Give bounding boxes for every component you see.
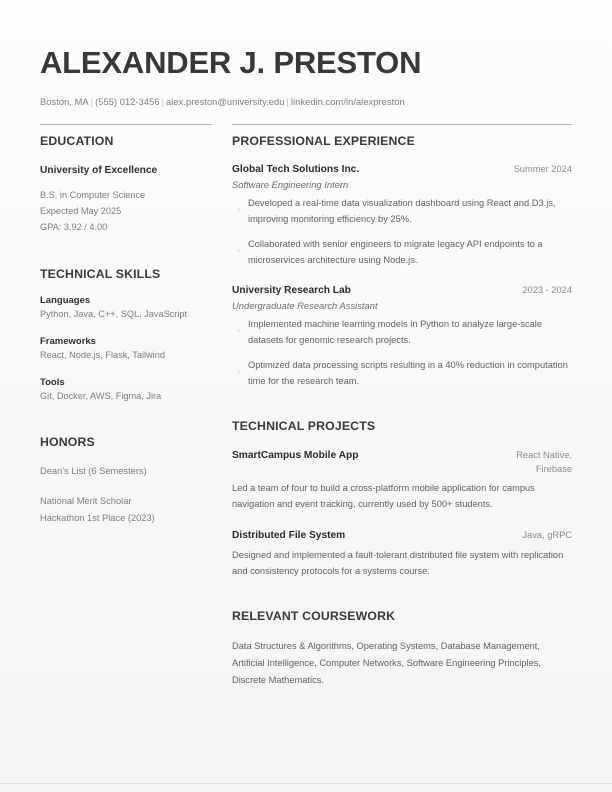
project-item — [232, 449, 572, 513]
skill-value: Git, Docker, AWS, Figma, Jira — [40, 390, 162, 401]
contact-separator: | — [161, 97, 165, 108]
experience-entry — [232, 285, 572, 390]
footer-divider — [0, 783, 612, 784]
bullet-text: Developed a real-time data visualization dashboard using React and D3.js, improving monitoring efficiency by 25%. — [248, 198, 556, 225]
section-honors — [40, 427, 212, 526]
honor-item: Hackathon 1st Place (2023) — [40, 512, 155, 523]
skill-value: React, Node.js, Flask, Tailwind — [40, 349, 165, 360]
chevron-right-icon: › — [237, 325, 240, 336]
skill-label: Tools — [40, 376, 65, 388]
bullet-item — [232, 358, 572, 390]
contact-separator: | — [90, 97, 94, 108]
project-name: Distributed File System — [232, 530, 346, 542]
contact-email[interactable]: alex.preston@university.edu — [166, 97, 285, 108]
experience-date: 2023 - 2024 — [522, 285, 572, 296]
bullet-item — [232, 317, 572, 349]
section-title-education: EDUCATION — [40, 124, 212, 148]
bullet-text: Optimized data processing scripts resulting in a 40% reduction in computation time for the research team. — [248, 360, 568, 387]
bullet-item — [232, 196, 572, 228]
contact-linkedin[interactable]: linkedin.com/in/alexpreston — [290, 97, 405, 108]
chevron-right-icon: › — [237, 366, 240, 377]
section-professional-experience — [232, 124, 572, 390]
chevron-right-icon: › — [237, 245, 240, 256]
project-stack: React Native, Firebase — [516, 450, 572, 474]
coursework-text: Data Structures & Algorithms, Operating Systems, Database Management, Artificial Intelligence, Computer Networks, Software Engineering Principles, Discrete Mathematics. — [232, 640, 541, 685]
experience-organization: University Research Lab — [232, 285, 351, 297]
section-title-professional-experience: PROFESSIONAL EXPERIENCE — [232, 124, 572, 148]
sidebar-column — [40, 124, 212, 529]
experience-entry-header — [232, 285, 572, 296]
education-gpa: GPA: 3.92 / 4.00 — [40, 222, 108, 233]
education-school: University of Excellence — [40, 165, 158, 177]
resume-body — [40, 124, 572, 693]
skill-group-frameworks — [40, 336, 212, 363]
project-description: Led a team of four to build a cross-platform mobile application for campus navigation and event tracking, currently used by 500+ students. — [232, 483, 535, 510]
education-degree: B.S. in Computer Science — [40, 190, 146, 201]
project-description: Designed and implemented a fault-tolerant distributed file system with replication and consistency protocols for a systems course. — [232, 549, 564, 576]
chevron-right-icon: › — [237, 204, 240, 215]
honor-item: Dean's List (6 Semesters) — [40, 465, 147, 476]
project-header — [232, 449, 572, 476]
skill-label: Frameworks — [40, 335, 96, 347]
bullet-text: Collaborated with senior engineers to migrate legacy API endpoints to a microservices architecture using Node.js. — [248, 239, 543, 266]
section-relevant-coursework — [232, 601, 572, 689]
experience-date: Summer 2024 — [513, 164, 572, 175]
experience-entry-header — [232, 164, 572, 175]
candidate-name: ALEXANDER J. PRESTON — [40, 45, 422, 80]
section-title-relevant-coursework: RELEVANT COURSEWORK — [232, 608, 396, 623]
main-column — [232, 124, 572, 693]
section-title-honors: HONORS — [40, 434, 95, 449]
education-details — [40, 188, 212, 235]
education-graduation: Expected May 2025 — [40, 206, 122, 217]
contact-phone: (555) 012-3456 — [95, 97, 160, 108]
experience-organization: Global Tech Solutions Inc. — [232, 164, 360, 176]
skill-group-tools — [40, 377, 212, 404]
experience-bullets — [232, 317, 572, 390]
experience-bullets — [232, 196, 572, 269]
bullet-item — [232, 237, 572, 269]
contact-separator: | — [286, 97, 289, 108]
bullet-text: Implemented machine learning models in Python to analyze large-scale datasets for genomic research projects. — [248, 319, 543, 346]
project-header — [232, 529, 572, 542]
skill-value: Python, Java, C++, SQL, JavaScript — [40, 308, 188, 319]
project-item — [232, 529, 572, 579]
section-education — [40, 124, 212, 235]
resume-header — [40, 0, 572, 107]
section-technical-skills — [40, 259, 212, 404]
honor-item: National Merit Scholar — [40, 495, 132, 506]
skill-label: Languages — [40, 294, 91, 306]
section-title-technical-skills: TECHNICAL SKILLS — [40, 266, 161, 281]
contact-location: Boston, MA — [40, 97, 89, 108]
experience-entry — [232, 164, 572, 269]
project-stack: Java, gRPC — [522, 530, 572, 541]
experience-role: Software Engineering Intern — [232, 179, 349, 191]
project-name: SmartCampus Mobile App — [232, 450, 359, 462]
experience-role: Undergraduate Research Assistant — [232, 300, 378, 312]
section-technical-projects — [232, 411, 572, 579]
section-title-technical-projects: TECHNICAL PROJECTS — [232, 419, 376, 434]
contact-line — [40, 97, 572, 107]
skill-group-languages — [40, 295, 212, 322]
